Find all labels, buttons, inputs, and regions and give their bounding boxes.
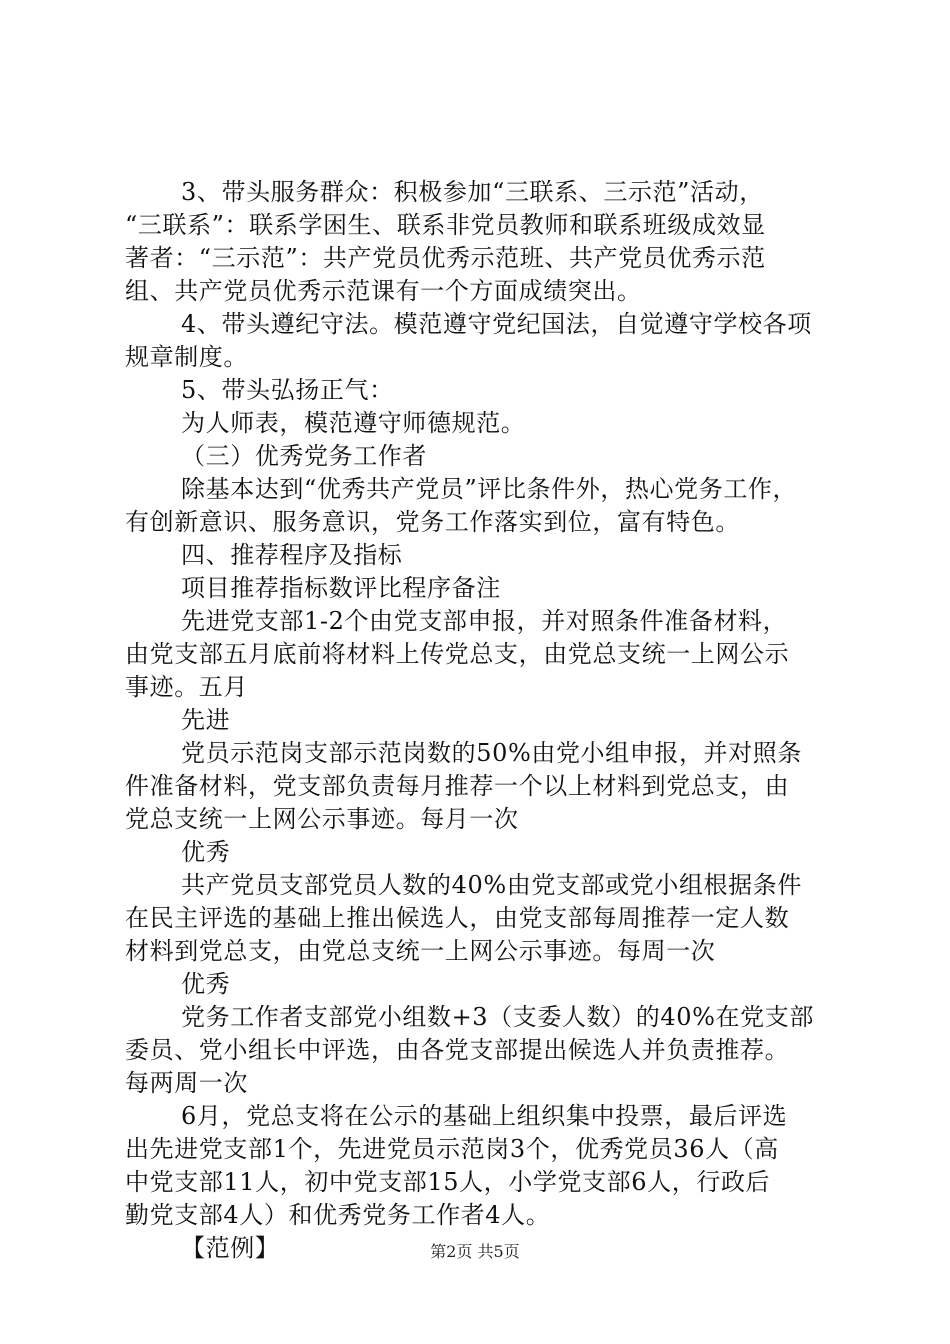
text-line: 4、带头遵纪守法。模范遵守党纪国法，自觉遵守学校各项 bbox=[181, 310, 812, 338]
text-line: 每两周一次 bbox=[125, 1069, 248, 1097]
text-line: 为人师表，模范遵守师德规范。 bbox=[181, 409, 526, 437]
text-line: 事迹。五月 bbox=[125, 673, 248, 701]
text-line: 先进党支部1-2个由党支部申报，并对照条件准备材料， bbox=[181, 607, 788, 635]
text-line: 优秀 bbox=[181, 838, 231, 866]
text-line: 除基本达到“优秀共产党员”评比条件外，热心党务工作， bbox=[181, 475, 798, 503]
text-line: 件准备材料，党支部负责每月推荐一个以上材料到党总支，由 bbox=[125, 772, 790, 800]
text-line: 中党支部11人，初中党支部15人，小学党支部6人，行政后 bbox=[125, 1168, 771, 1196]
section-heading: （三）优秀党务工作者 bbox=[181, 442, 427, 470]
text-line: 先进 bbox=[181, 706, 231, 734]
text-line: 共产党员支部党员人数的40%由党支部或党小组根据条件 bbox=[181, 871, 802, 899]
section-heading: 【范例】 bbox=[181, 1234, 280, 1262]
text-line: 党员示范岗支部示范岗数的50%由党小组申报，并对照条 bbox=[181, 739, 802, 767]
text-line: 党务工作者支部党小组数+3（支委人数）的40%在党支部 bbox=[181, 1003, 814, 1031]
text-line: 3、带头服务群众：积极参加“三联系、三示范”活动， bbox=[181, 178, 764, 206]
text-line: 党总支统一上网公示事迹。每月一次 bbox=[125, 805, 519, 833]
text-line: 勤党支部4人）和优秀党务工作者4人。 bbox=[125, 1201, 551, 1229]
text-line: 优秀 bbox=[181, 970, 231, 998]
text-line: 材料到党总支，由党总支统一上网公示事迹。每周一次 bbox=[125, 937, 716, 965]
text-line: 5、带头弘扬正气： bbox=[181, 376, 394, 404]
text-line: 著者：“三示范”：共产党员优秀示范班、共产党员优秀示范 bbox=[125, 244, 766, 272]
text-line: 在民主评选的基础上推出候选人，由党支部每周推荐一定人数 bbox=[125, 904, 790, 932]
text-line: 有创新意识、服务意识，党务工作落实到位，富有特色。 bbox=[125, 508, 740, 536]
text-line: 组、共产党员优秀示范课有一个方面成绩突出。 bbox=[125, 277, 642, 305]
text-line: 6月，党总支将在公示的基础上组织集中投票，最后评选 bbox=[181, 1102, 788, 1130]
section-heading: 四、推荐程序及指标 bbox=[181, 541, 403, 569]
text-line: 规章制度。 bbox=[125, 343, 248, 371]
text-line: 由党支部五月底前将材料上传党总支，由党总支统一上网公示 bbox=[125, 640, 790, 668]
table-header-line: 项目推荐指标数评比程序备注 bbox=[181, 574, 501, 602]
text-line: “三联系”：联系学困生、联系非党员教师和联系班级成效显 bbox=[125, 211, 766, 239]
text-line: 出先进党支部1个，先进党员示范岗3个，优秀党员36人（高 bbox=[125, 1135, 779, 1163]
page-number-footer: 第2页 共5页 bbox=[430, 1242, 520, 1261]
text-line: 委员、党小组长中评选，由各党支部提出候选人并负责推荐。 bbox=[125, 1036, 790, 1064]
